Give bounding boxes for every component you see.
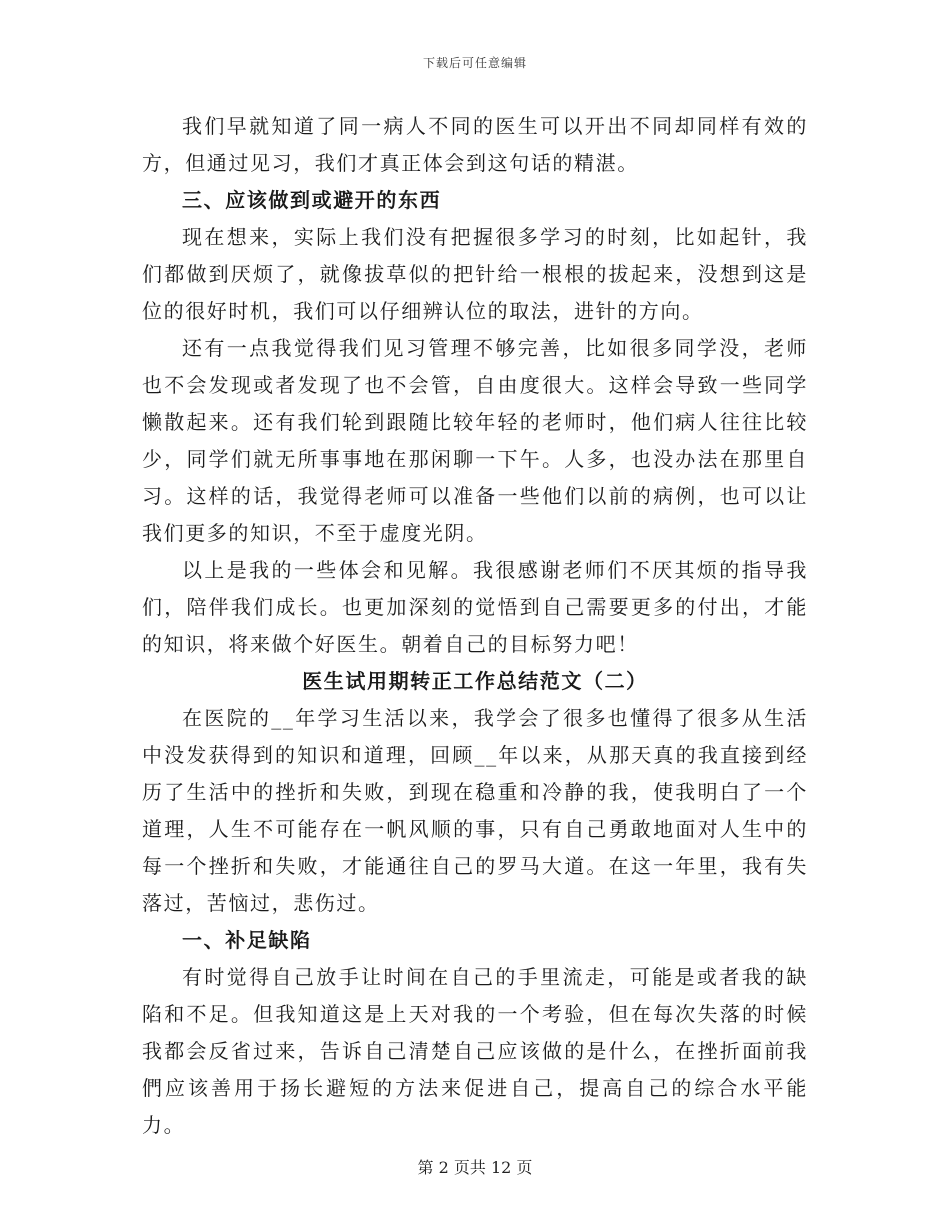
section-heading: 三、应该做到或避开的东西	[182, 188, 442, 212]
document-title: 医生试用期转正工作总结范文（二）	[302, 669, 648, 693]
section-heading: 一、补足缺陷	[182, 928, 312, 952]
paragraph: 现在想来，实际上我们没有把握很多学习的时刻，比如起针，我们都做到厌烦了，就像拔草似的把针给一根根的拔起来，没想到这是位的很好时机，我们可以仔细辨认位的取法，进针的方向。	[142, 225, 808, 323]
paragraph: 有时觉得自己放手让时间在自己的手里流走，可能是或者我的缺陷和不足。但我知道这是上天对我的一个考验，但在每次失落的时候我都会反省过来，告诉自己清楚自己应该做的是什么，在挫折面前我們应该善用于扬长避短的方法来促进自己，提高自己的综合水平能力。	[142, 965, 808, 1137]
paragraph: 在医院的__年学习生活以来，我学会了很多也懂得了很多从生活中没发获得到的知识和道理，回顾__年以来，从那天真的我直接到经历了生活中的挫折和失败，到现在稳重和冷静的我，使我明白了一个道理，人生不可能存在一帆风顺的事，只有自己勇敢地面对人生中的每一个挫折和失败，才能通往自己的罗马大道。在这一年里，我有失落过，苦恼过，悲伤过。	[142, 706, 808, 915]
paragraph: 以上是我的一些体会和见解。我很感谢老师们不厌其烦的指导我们，陪伴我们成长。也更加深刻的觉悟到自己需要更多的付出，才能的知识，将来做个好医生。朝着自己的目标努力吧！	[142, 558, 808, 656]
document-body	[142, 108, 808, 1144]
page-header: 下载后可任意编辑	[422, 56, 527, 70]
page-footer: 第 2 页共 12 页	[417, 1158, 533, 1177]
paragraph: 还有一点我觉得我们见习管理不够完善，比如很多同学没，老师也不会发现或者发现了也不会管，自由度很大。这样会导致一些同学懒散起来。还有我们轮到跟随比较年轻的老师时，他们病人往往比较少，同学们就无所事事地在那闲聊一下午。人多，也没办法在那里自习。这样的话，我觉得老师可以准备一些他们以前的病例，也可以让我们更多的知识，不至于虚度光阴。	[142, 336, 808, 545]
paragraph: 我们早就知道了同一病人不同的医生可以开出不同却同样有效的方，但通过见习，我们才真正体会到这句话的精湛。	[142, 114, 808, 175]
